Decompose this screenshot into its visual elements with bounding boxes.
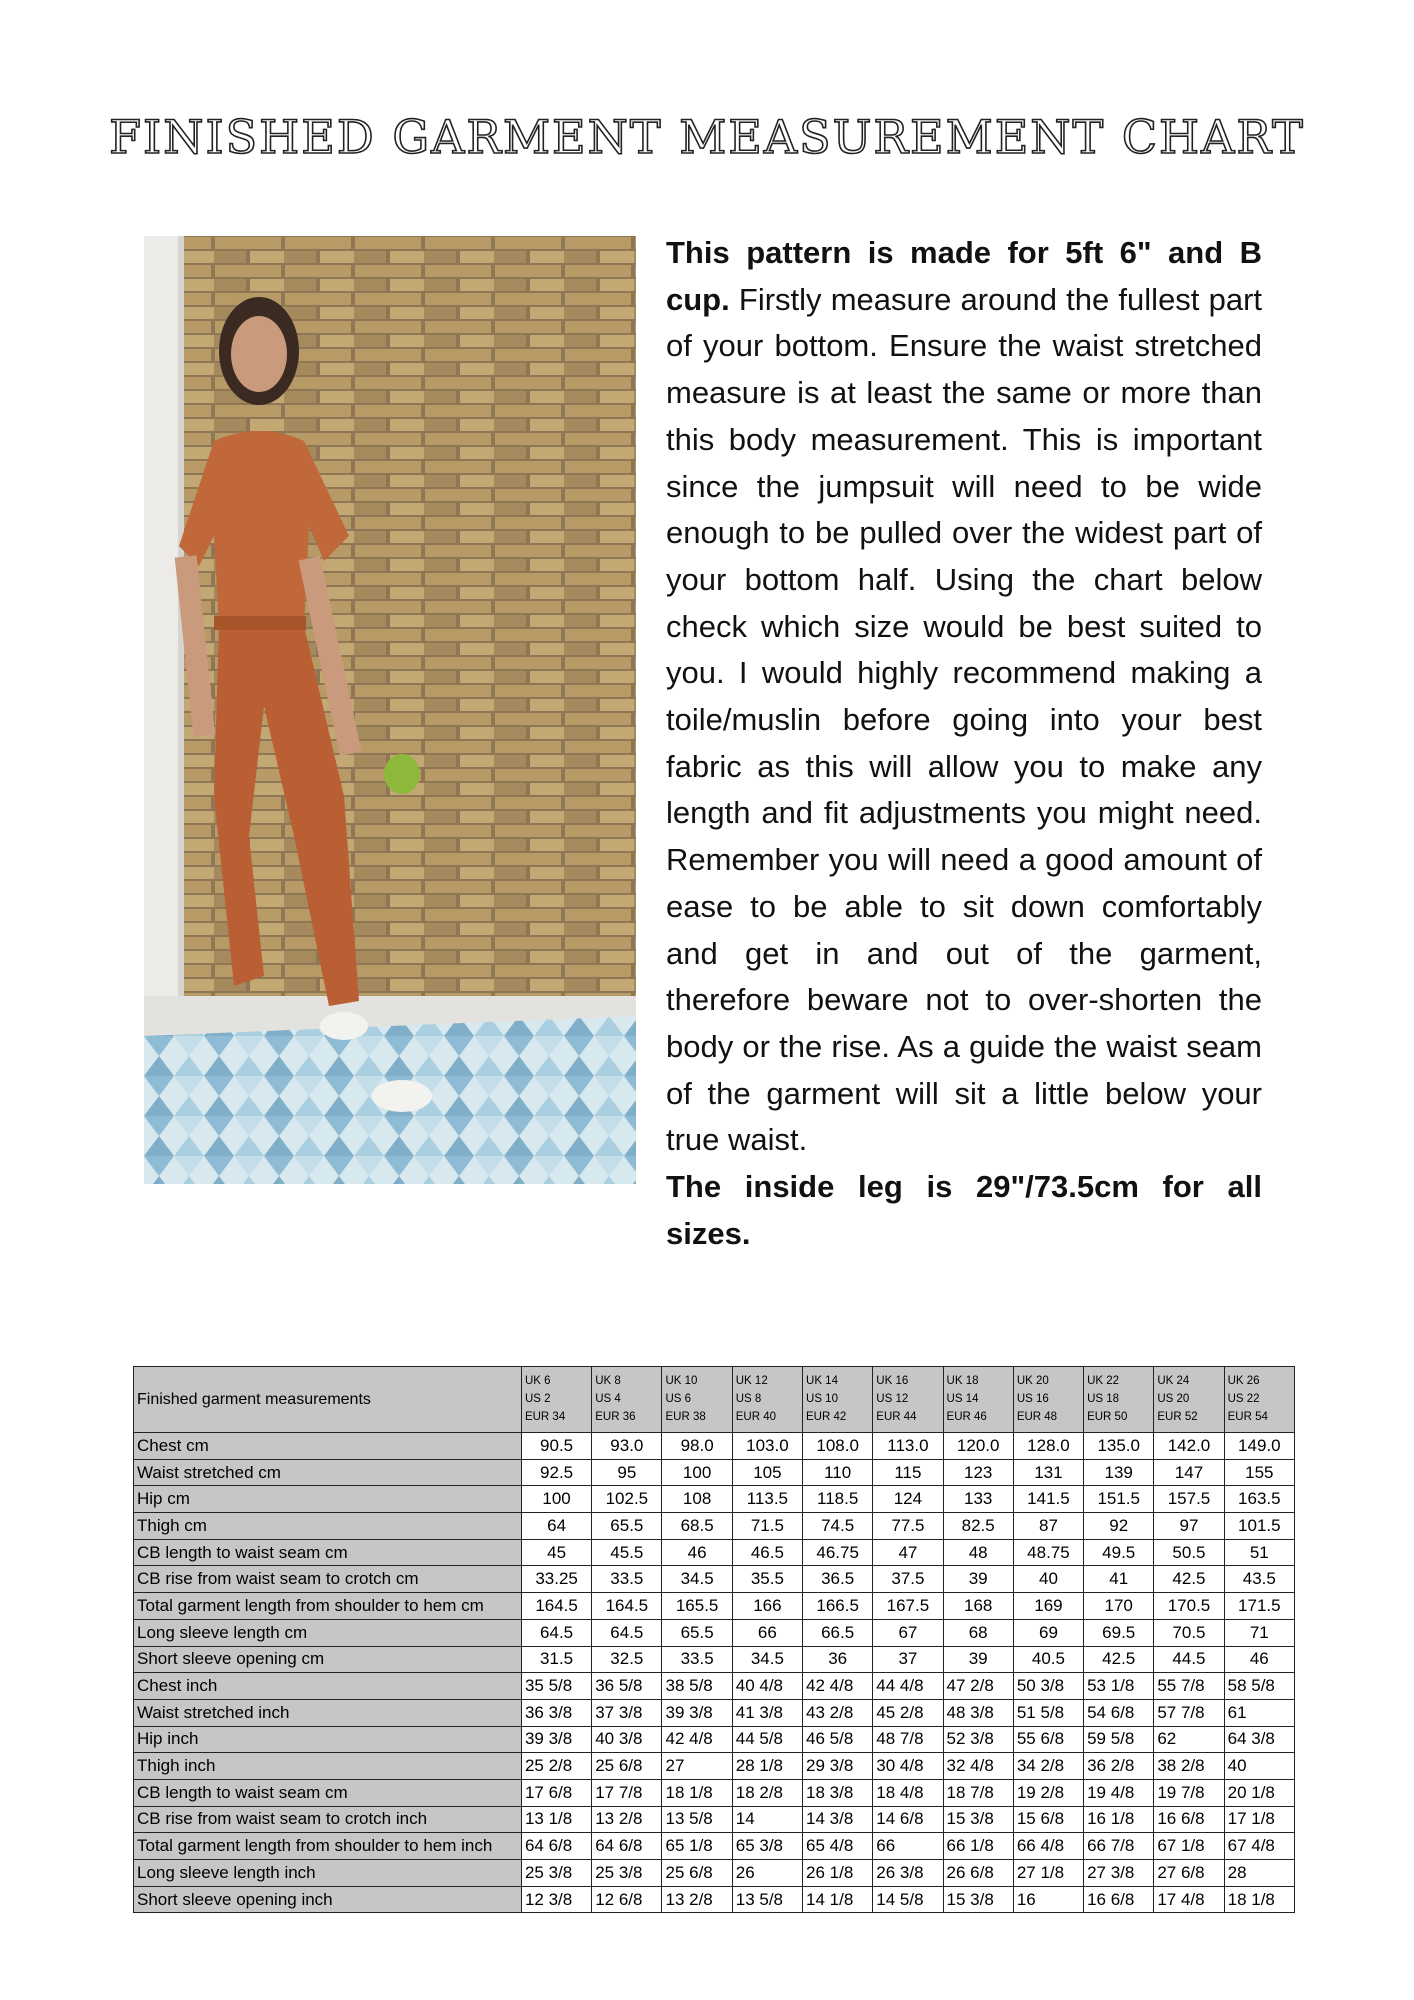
measurement-value: 13 2/8: [662, 1886, 732, 1913]
measurement-value: 35.5: [732, 1566, 802, 1593]
size-label: EUR 44: [876, 1411, 917, 1423]
measurement-value: 92.5: [521, 1459, 591, 1486]
size-label: UK 14: [806, 1375, 838, 1387]
measurement-value: 103.0: [732, 1433, 802, 1460]
measurement-value: 36: [803, 1646, 873, 1673]
measurement-value: 15 3/8: [943, 1886, 1013, 1913]
size-header: [1084, 1367, 1154, 1433]
measurement-value: 45.5: [592, 1539, 662, 1566]
measurement-value: 39 3/8: [662, 1699, 732, 1726]
measurement-value: 34.5: [662, 1566, 732, 1593]
measurement-value: 46.75: [803, 1539, 873, 1566]
measurement-value: 29 3/8: [803, 1753, 873, 1780]
size-label: US 20: [1157, 1393, 1190, 1405]
measurement-value: 123: [943, 1459, 1013, 1486]
measurement-value: 34 2/8: [1013, 1753, 1083, 1780]
measurement-label: Thigh inch: [134, 1753, 522, 1780]
measurement-value: 68: [943, 1619, 1013, 1646]
pattern-intro-text: [666, 230, 1262, 1257]
measurement-value: 15 3/8: [943, 1806, 1013, 1833]
measurement-value: 27: [662, 1753, 732, 1780]
measurement-value: 44.5: [1154, 1646, 1224, 1673]
measurement-value: 77.5: [873, 1513, 943, 1540]
size-header: [1154, 1367, 1224, 1433]
size-label: US 22: [1227, 1393, 1260, 1405]
size-label: UK 24: [1157, 1375, 1190, 1387]
measurement-value: 48.75: [1013, 1539, 1083, 1566]
measurement-value: 142.0: [1154, 1433, 1224, 1460]
size-label: US 18: [1087, 1393, 1120, 1405]
measurement-value: 41 3/8: [732, 1699, 802, 1726]
measurement-value: 16 6/8: [1084, 1886, 1154, 1913]
measurement-value: 33.5: [662, 1646, 732, 1673]
measurement-value: 18 7/8: [943, 1779, 1013, 1806]
measurement-table-wrap: [133, 1366, 1295, 1913]
measurement-value: 118.5: [803, 1486, 873, 1513]
size-header: [521, 1367, 591, 1433]
measurement-value: 66: [732, 1619, 802, 1646]
table-row: [134, 1673, 1295, 1700]
size-label: UK 26: [1227, 1375, 1260, 1387]
table-row: [134, 1779, 1295, 1806]
size-label: UK 8: [595, 1375, 621, 1387]
measurement-value: 108.0: [803, 1433, 873, 1460]
measurement-value: 168: [943, 1593, 1013, 1620]
size-label: EUR 38: [665, 1411, 706, 1423]
measurement-value: 133: [943, 1486, 1013, 1513]
measurement-value: 39: [943, 1646, 1013, 1673]
measurement-label: Chest cm: [134, 1433, 522, 1460]
measurement-value: 40: [1224, 1753, 1294, 1780]
measurement-value: 26 3/8: [873, 1860, 943, 1887]
size-label: EUR 40: [735, 1411, 777, 1423]
measurement-value: 38 5/8: [662, 1673, 732, 1700]
measurement-value: 147: [1154, 1459, 1224, 1486]
size-header: [943, 1367, 1013, 1433]
measurement-value: 50 3/8: [1013, 1673, 1083, 1700]
measurement-label: Total garment length from shoulder to hem cm: [134, 1593, 522, 1620]
measurement-value: 39: [943, 1566, 1013, 1593]
table-row: [134, 1753, 1295, 1780]
size-label: US 4: [595, 1393, 621, 1405]
measurement-value: 157.5: [1154, 1486, 1224, 1513]
measurement-label: Total garment length from shoulder to hem inch: [134, 1833, 522, 1860]
measurement-value: 19 7/8: [1154, 1779, 1224, 1806]
table-row: [134, 1539, 1295, 1566]
measurement-value: 42.5: [1154, 1566, 1224, 1593]
table-row: [134, 1726, 1295, 1753]
measurement-value: 15 6/8: [1013, 1806, 1083, 1833]
size-header: [1013, 1367, 1083, 1433]
measurement-label: Waist stretched cm: [134, 1459, 522, 1486]
measurement-value: 32.5: [592, 1646, 662, 1673]
size-label: UK 18: [946, 1375, 979, 1387]
measurement-value: 69.5: [1084, 1619, 1154, 1646]
measurement-label: Short sleeve opening cm: [134, 1646, 522, 1673]
measurement-value: 16 1/8: [1084, 1806, 1154, 1833]
measurement-value: 32 4/8: [943, 1753, 1013, 1780]
measurement-value: 44 4/8: [873, 1673, 943, 1700]
size-label: UK 10: [665, 1375, 698, 1387]
measurement-value: 16: [1013, 1886, 1083, 1913]
measurement-value: 65 4/8: [803, 1833, 873, 1860]
measurement-value: 90.5: [521, 1433, 591, 1460]
measurement-value: 13 5/8: [662, 1806, 732, 1833]
measurement-value: 170: [1084, 1593, 1154, 1620]
measurement-value: 64 6/8: [592, 1833, 662, 1860]
measurement-value: 25 3/8: [592, 1860, 662, 1887]
size-label: US 10: [806, 1393, 838, 1405]
measurement-value: 65 3/8: [732, 1833, 802, 1860]
table-row: [134, 1699, 1295, 1726]
measurement-value: 17 1/8: [1224, 1806, 1294, 1833]
table-row: [134, 1806, 1295, 1833]
table-row: [134, 1860, 1295, 1887]
table-header-row: [134, 1367, 1295, 1433]
table-row: [134, 1566, 1295, 1593]
measurement-value: 62: [1154, 1726, 1224, 1753]
size-label: UK 12: [735, 1375, 768, 1387]
measurement-value: 25 2/8: [521, 1753, 591, 1780]
measurement-value: 12 6/8: [592, 1886, 662, 1913]
measurement-value: 17 6/8: [521, 1779, 591, 1806]
size-label: EUR 36: [595, 1411, 636, 1423]
measurement-table: [133, 1366, 1295, 1913]
measurement-value: 135.0: [1084, 1433, 1154, 1460]
size-label: EUR 50: [1087, 1411, 1128, 1423]
measurement-label: Thigh cm: [134, 1513, 522, 1540]
measurement-label: Long sleeve length cm: [134, 1619, 522, 1646]
measurement-value: 27 3/8: [1084, 1860, 1154, 1887]
size-label: US 8: [735, 1393, 762, 1405]
size-label: EUR 48: [1016, 1411, 1058, 1423]
measurement-value: 59 5/8: [1084, 1726, 1154, 1753]
size-label: EUR 52: [1157, 1411, 1198, 1423]
measurement-value: 64: [521, 1513, 591, 1540]
measurement-value: 110: [803, 1459, 873, 1486]
measurement-value: 28: [1224, 1860, 1294, 1887]
measurement-value: 26 6/8: [943, 1860, 1013, 1887]
measurement-value: 36 2/8: [1084, 1753, 1154, 1780]
measurement-value: 31.5: [521, 1646, 591, 1673]
measurement-value: 50.5: [1154, 1539, 1224, 1566]
measurement-value: 45 2/8: [873, 1699, 943, 1726]
measurement-value: 26 1/8: [803, 1860, 873, 1887]
measurement-value: 58 5/8: [1224, 1673, 1294, 1700]
measurement-value: 48 3/8: [943, 1699, 1013, 1726]
measurement-value: 87: [1013, 1513, 1083, 1540]
measurement-value: 141.5: [1013, 1486, 1083, 1513]
measurement-value: 12 3/8: [521, 1886, 591, 1913]
table-row: [134, 1619, 1295, 1646]
measurement-value: 40 3/8: [592, 1726, 662, 1753]
measurement-label: CB rise from waist seam to crotch cm: [134, 1566, 522, 1593]
measurement-value: 82.5: [943, 1513, 1013, 1540]
size-label: US 16: [1016, 1393, 1049, 1405]
measurement-value: 65.5: [592, 1513, 662, 1540]
measurement-value: 102.5: [592, 1486, 662, 1513]
measurement-value: 47 2/8: [943, 1673, 1013, 1700]
measurement-value: 101.5: [1224, 1513, 1294, 1540]
size-label: UK 22: [1087, 1375, 1120, 1387]
measurement-label: Short sleeve opening inch: [134, 1886, 522, 1913]
measurement-value: 164.5: [592, 1593, 662, 1620]
size-label: UK 6: [524, 1375, 551, 1387]
measurement-value: 48: [943, 1539, 1013, 1566]
measurement-value: 37: [873, 1646, 943, 1673]
measurement-value: 51 5/8: [1013, 1699, 1083, 1726]
size-header: [662, 1367, 732, 1433]
table-row: [134, 1486, 1295, 1513]
table-row: [134, 1886, 1295, 1913]
measurement-value: 14 3/8: [803, 1806, 873, 1833]
measurement-value: 37 3/8: [592, 1699, 662, 1726]
table-header-label: Finished garment measurements: [134, 1367, 522, 1433]
measurement-value: 20 1/8: [1224, 1779, 1294, 1806]
size-label: EUR 54: [1227, 1411, 1268, 1423]
measurement-value: 66 4/8: [1013, 1833, 1083, 1860]
measurement-value: 17 7/8: [592, 1779, 662, 1806]
measurement-value: 14 1/8: [803, 1886, 873, 1913]
measurement-value: 64.5: [592, 1619, 662, 1646]
measurement-value: 40: [1013, 1566, 1083, 1593]
measurement-value: 149.0: [1224, 1433, 1294, 1460]
measurement-value: 19 4/8: [1084, 1779, 1154, 1806]
measurement-value: 66.5: [803, 1619, 873, 1646]
size-label: US 2: [524, 1393, 551, 1405]
size-label: US 14: [946, 1393, 979, 1405]
measurement-value: 46: [662, 1539, 732, 1566]
measurement-value: 66 1/8: [943, 1833, 1013, 1860]
measurement-value: 46 5/8: [803, 1726, 873, 1753]
measurement-value: 155: [1224, 1459, 1294, 1486]
measurement-value: 27 1/8: [1013, 1860, 1083, 1887]
measurement-label: CB length to waist seam cm: [134, 1539, 522, 1566]
measurement-value: 131: [1013, 1459, 1083, 1486]
measurement-value: 113.0: [873, 1433, 943, 1460]
intro-bold-lead: This pattern is made for 5ft 6" and B cup.: [666, 235, 1262, 317]
measurement-label: Waist stretched inch: [134, 1699, 522, 1726]
measurement-value: 18 1/8: [662, 1779, 732, 1806]
measurement-value: 46.5: [732, 1539, 802, 1566]
table-row: [134, 1513, 1295, 1540]
measurement-value: 34.5: [732, 1646, 802, 1673]
measurement-label: CB rise from waist seam to crotch inch: [134, 1806, 522, 1833]
measurement-label: Hip cm: [134, 1486, 522, 1513]
measurement-value: 30 4/8: [873, 1753, 943, 1780]
measurement-value: 66: [873, 1833, 943, 1860]
size-header: [732, 1367, 802, 1433]
measurement-value: 33.25: [521, 1566, 591, 1593]
measurement-value: 44 5/8: [732, 1726, 802, 1753]
measurement-value: 108: [662, 1486, 732, 1513]
measurement-value: 115: [873, 1459, 943, 1486]
measurement-value: 166: [732, 1593, 802, 1620]
measurement-value: 166.5: [803, 1593, 873, 1620]
table-row: [134, 1593, 1295, 1620]
measurement-label: CB length to waist seam cm: [134, 1779, 522, 1806]
measurement-value: 124: [873, 1486, 943, 1513]
measurement-value: 97: [1154, 1513, 1224, 1540]
measurement-value: 54 6/8: [1084, 1699, 1154, 1726]
measurement-value: 113.5: [732, 1486, 802, 1513]
measurement-value: 67 4/8: [1224, 1833, 1294, 1860]
measurement-value: 18 2/8: [732, 1779, 802, 1806]
measurement-value: 71.5: [732, 1513, 802, 1540]
measurement-value: 46: [1224, 1646, 1294, 1673]
measurement-value: 70.5: [1154, 1619, 1224, 1646]
measurement-value: 120.0: [943, 1433, 1013, 1460]
measurement-value: 61: [1224, 1699, 1294, 1726]
measurement-value: 170.5: [1154, 1593, 1224, 1620]
table-row: [134, 1646, 1295, 1673]
size-label: EUR 34: [524, 1411, 566, 1423]
measurement-value: 18 1/8: [1224, 1886, 1294, 1913]
measurement-value: 17 4/8: [1154, 1886, 1224, 1913]
measurement-value: 65.5: [662, 1619, 732, 1646]
measurement-value: 92: [1084, 1513, 1154, 1540]
measurement-value: 14 5/8: [873, 1886, 943, 1913]
measurement-value: 98.0: [662, 1433, 732, 1460]
measurement-value: 105: [732, 1459, 802, 1486]
measurement-value: 69: [1013, 1619, 1083, 1646]
measurement-value: 16 6/8: [1154, 1806, 1224, 1833]
measurement-value: 13 1/8: [521, 1806, 591, 1833]
measurement-value: 38 2/8: [1154, 1753, 1224, 1780]
measurement-value: 49.5: [1084, 1539, 1154, 1566]
measurement-value: 14 6/8: [873, 1806, 943, 1833]
measurement-value: 53 1/8: [1084, 1673, 1154, 1700]
measurement-value: 45: [521, 1539, 591, 1566]
measurement-value: 36 3/8: [521, 1699, 591, 1726]
measurement-label: Chest inch: [134, 1673, 522, 1700]
measurement-value: 42.5: [1084, 1646, 1154, 1673]
measurement-value: 33.5: [592, 1566, 662, 1593]
measurement-value: 55 7/8: [1154, 1673, 1224, 1700]
measurement-value: 25 3/8: [521, 1860, 591, 1887]
size-header: [592, 1367, 662, 1433]
size-label: EUR 46: [946, 1411, 987, 1423]
size-label: US 6: [665, 1393, 692, 1405]
size-label: EUR 42: [806, 1411, 847, 1423]
measurement-value: 95: [592, 1459, 662, 1486]
measurement-value: 167.5: [873, 1593, 943, 1620]
size-header: [803, 1367, 873, 1433]
measurement-value: 18 3/8: [803, 1779, 873, 1806]
measurement-value: 171.5: [1224, 1593, 1294, 1620]
measurement-value: 67 1/8: [1154, 1833, 1224, 1860]
measurement-value: 36 5/8: [592, 1673, 662, 1700]
measurement-value: 64.5: [521, 1619, 591, 1646]
measurement-value: 47: [873, 1539, 943, 1566]
measurement-value: 43 2/8: [803, 1699, 873, 1726]
size-label: UK 16: [876, 1375, 909, 1387]
measurement-value: 93.0: [592, 1433, 662, 1460]
inside-leg-note: The inside leg is 29"/73.5cm for all sizes.: [666, 1169, 1262, 1251]
measurement-value: 57 7/8: [1154, 1699, 1224, 1726]
size-label: US 12: [876, 1393, 909, 1405]
measurement-value: 35 5/8: [521, 1673, 591, 1700]
measurement-value: 65 1/8: [662, 1833, 732, 1860]
measurement-value: 48 7/8: [873, 1726, 943, 1753]
measurement-value: 19 2/8: [1013, 1779, 1083, 1806]
measurement-value: 51: [1224, 1539, 1294, 1566]
measurement-value: 27 6/8: [1154, 1860, 1224, 1887]
measurement-value: 100: [521, 1486, 591, 1513]
measurement-value: 64 6/8: [521, 1833, 591, 1860]
measurement-value: 66 7/8: [1084, 1833, 1154, 1860]
table-row: [134, 1459, 1295, 1486]
table-row: [134, 1433, 1295, 1460]
measurement-value: 25 6/8: [662, 1860, 732, 1887]
measurement-value: 13 5/8: [732, 1886, 802, 1913]
measurement-value: 163.5: [1224, 1486, 1294, 1513]
measurement-label: Long sleeve length inch: [134, 1860, 522, 1887]
measurement-value: 169: [1013, 1593, 1083, 1620]
model-in-jumpsuit-photo: [144, 236, 636, 1184]
measurement-value: 18 4/8: [873, 1779, 943, 1806]
measurement-value: 55 6/8: [1013, 1726, 1083, 1753]
measurement-value: 13 2/8: [592, 1806, 662, 1833]
measurement-value: 67: [873, 1619, 943, 1646]
measurement-value: 64 3/8: [1224, 1726, 1294, 1753]
measurement-value: 28 1/8: [732, 1753, 802, 1780]
measurement-value: 151.5: [1084, 1486, 1154, 1513]
measurement-value: 71: [1224, 1619, 1294, 1646]
measurement-value: 164.5: [521, 1593, 591, 1620]
measurement-value: 68.5: [662, 1513, 732, 1540]
measurement-value: 37.5: [873, 1566, 943, 1593]
measurement-value: 139: [1084, 1459, 1154, 1486]
measurement-value: 40 4/8: [732, 1673, 802, 1700]
measurement-value: 100: [662, 1459, 732, 1486]
page-title: FINISHED GARMENT MEASUREMENT CHART: [109, 110, 1305, 164]
measurement-value: 42 4/8: [662, 1726, 732, 1753]
measurement-value: 26: [732, 1860, 802, 1887]
intro-body: Firstly measure around the fullest part of your bottom. Ensure the waist stretched measure is at least the same or more than this body measurement. This is important since the jumpsuit will need to be wide enough to be pulled over the widest part of your bottom half. Using the chart below check which size would be best suited to you. I would highly recommend making a toile/muslin before going into your best fabric as this will allow you to make any length and fit adjustments you might need. Remember you will need a good amount of ease to be able to sit down comfortably and get in and out of the garment, therefore beware not to over-shorten the body or the rise. As a guide the waist seam of the garment will sit a little below your true waist.: [666, 281, 1262, 1158]
measurement-value: 43.5: [1224, 1566, 1294, 1593]
measurement-value: 128.0: [1013, 1433, 1083, 1460]
measurement-value: 52 3/8: [943, 1726, 1013, 1753]
measurement-value: 41: [1084, 1566, 1154, 1593]
size-header: [873, 1367, 943, 1433]
measurement-value: 74.5: [803, 1513, 873, 1540]
measurement-value: 165.5: [662, 1593, 732, 1620]
measurement-value: 14: [732, 1806, 802, 1833]
table-row: [134, 1833, 1295, 1860]
size-header: [1224, 1367, 1294, 1433]
measurement-value: 42 4/8: [803, 1673, 873, 1700]
measurement-label: Hip inch: [134, 1726, 522, 1753]
measurement-value: 36.5: [803, 1566, 873, 1593]
measurement-value: 40.5: [1013, 1646, 1083, 1673]
size-label: UK 20: [1016, 1375, 1049, 1387]
measurement-value: 39 3/8: [521, 1726, 591, 1753]
measurement-value: 25 6/8: [592, 1753, 662, 1780]
